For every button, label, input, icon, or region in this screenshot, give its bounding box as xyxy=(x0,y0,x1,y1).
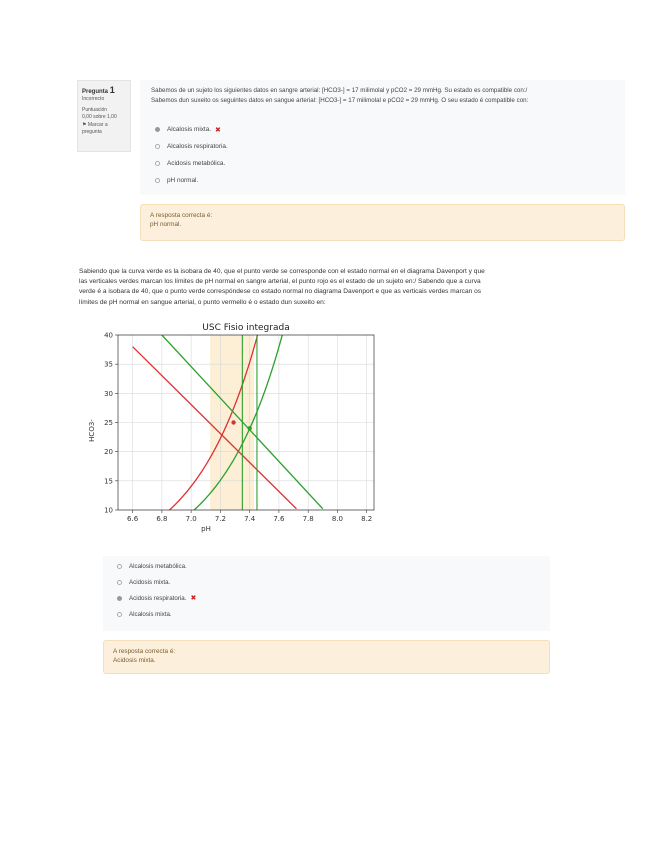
y-tick-label: 30 xyxy=(104,389,113,398)
question-text xyxy=(79,267,574,308)
question-text-line: Sabemos de un sujeto los siguientes datos en sangre arterial: [HCO3-] = 17 milimolal y pCO2 = 29 mmHg. Su estado es compatible con:/ xyxy=(151,87,528,94)
radio-button[interactable] xyxy=(155,161,160,166)
question-status: Incorrecto xyxy=(82,96,105,103)
answer-option[interactable]: Alcalosis respiratoria. xyxy=(155,138,228,155)
score-value: 0,00 sobre 1,00 xyxy=(82,113,117,120)
answer-option[interactable]: pH normal. xyxy=(155,172,228,189)
x-tick-label: 8.2 xyxy=(361,515,373,523)
radio-button[interactable] xyxy=(117,564,122,569)
radio-button[interactable] xyxy=(117,596,122,601)
answer-option[interactable]: Alcalosis metabólica. xyxy=(117,558,196,574)
question-text xyxy=(151,86,621,105)
radio-button[interactable] xyxy=(155,178,160,183)
answer-option[interactable]: Acidosis metabólica. xyxy=(155,155,228,172)
x-tick-label: 8.0 xyxy=(331,515,343,523)
answer-option[interactable]: Acidosis respiratoria. ✖ xyxy=(117,590,196,606)
flag-icon: ⚑ xyxy=(82,122,87,129)
feedback-answer: Acidosis mixta. xyxy=(113,657,156,664)
feedback-title: A resposta correcta é: xyxy=(150,212,213,219)
answer-option[interactable]: Alcalosis mixta. ✖ xyxy=(155,121,228,138)
davenport-chart xyxy=(82,318,382,540)
radio-button[interactable] xyxy=(155,144,160,149)
feedback-answer: pH normal. xyxy=(150,221,182,228)
answer-options xyxy=(117,558,196,622)
x-tick-label: 6.6 xyxy=(127,515,139,523)
y-tick-label: 25 xyxy=(104,419,113,427)
chart-title: USC Fisio integrada xyxy=(202,323,290,333)
radio-button[interactable] xyxy=(155,127,160,132)
wrong-icon: ✖ xyxy=(190,595,197,602)
correct-answer-feedback xyxy=(103,640,550,674)
radio-button[interactable] xyxy=(117,580,122,585)
question-text-line: límites de pH normal en sangue arterial, o punto vermello é o estado dun suxeito en: xyxy=(79,298,326,306)
question-text-line: Sabiendo que la curva verde es la isobara de 40, que el punto verde se corresponde con el estado normal en el diagrama Davenport y que xyxy=(79,268,485,275)
y-tick-label: 35 xyxy=(104,360,113,369)
question-number-label: Pregunta 1 xyxy=(82,85,115,95)
flag-question-link[interactable]: ⚑ Marcar a pregunta xyxy=(82,122,108,136)
data-point xyxy=(247,426,251,430)
feedback-title: A resposta correcta é: xyxy=(113,648,176,655)
y-tick-label: 15 xyxy=(104,477,113,486)
x-tick-label: 7.8 xyxy=(302,515,314,523)
radio-button[interactable] xyxy=(117,612,122,617)
y-tick-label: 40 xyxy=(104,331,113,340)
question-text-line: Sabemos dun suxeito os seguintes datos en sangue arterial: [HCO3-] = 17 milimolal e pCO2 = 29 mmHg. O seu estado é compatible con: xyxy=(151,96,529,104)
x-tick-label: 6.8 xyxy=(156,515,168,523)
answer-option[interactable]: Alcalosis mixta. xyxy=(117,606,196,622)
x-axis-label: pH xyxy=(201,525,211,533)
question-text-line: verde é a isobara de 40, que o punto verde correspóndese co estado normal no diagrama Davenport e que as verticais verdes marcan os xyxy=(79,288,482,296)
x-tick-label: 7.0 xyxy=(185,515,197,523)
question-text-line: las verticales verdes marcan los límites de pH normal en sangre arterial, el punto rojo es el estado de un sujeto en:/ Sabendo que a curva xyxy=(79,278,481,286)
x-tick-label: 7.2 xyxy=(214,515,226,523)
x-tick-label: 7.6 xyxy=(273,515,285,523)
question-info-box xyxy=(77,80,131,152)
data-point xyxy=(231,420,235,424)
y-axis-label: HCO3- xyxy=(88,419,96,442)
x-tick-label: 7.4 xyxy=(244,515,256,523)
correct-answer-feedback xyxy=(140,204,625,241)
y-tick-label: 10 xyxy=(104,506,113,515)
y-tick-label: 20 xyxy=(104,448,113,457)
answer-option[interactable]: Acidosis mixta. xyxy=(117,574,196,590)
wrong-icon: ✖ xyxy=(215,126,221,134)
score-label: Puntuación xyxy=(82,106,108,113)
answer-options xyxy=(155,121,228,189)
